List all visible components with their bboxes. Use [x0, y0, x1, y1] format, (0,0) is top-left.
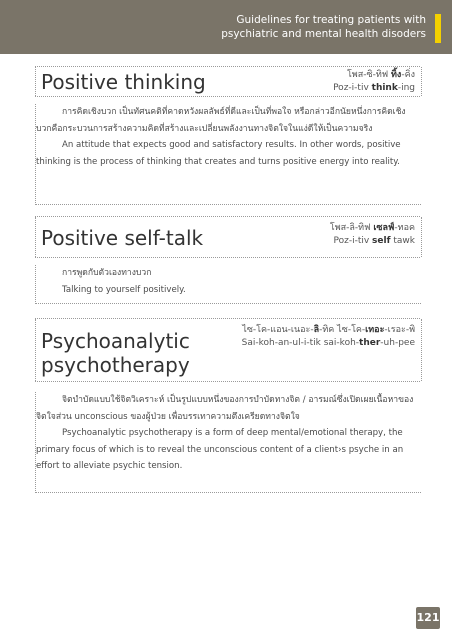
term-title	[41, 329, 190, 377]
term-title-line2: psychotherapy	[41, 353, 190, 377]
pronunciation-thai: ไซ-โค-แอน-เนอะ-ลิ-ทิค ไซ-โค-เทอะ-เรอะ-พิ	[242, 325, 415, 335]
pronunciation-roman: Poz-i-tiv self tawk	[333, 236, 415, 246]
header-title	[221, 13, 426, 41]
term-header-psychoanalytic-psychotherapy	[35, 318, 420, 382]
page-header	[0, 0, 452, 54]
header-title-line2: psychiatric and mental health disoders	[221, 28, 426, 40]
pronunciation	[333, 69, 415, 95]
pronunciation-thai: โพส-ซิ-ทิฟ ทิ้ง-คิ่ง	[346, 70, 415, 80]
pronunciation-roman: Sai-koh-an-ul-i-tik sai-koh-ther-uh-pee	[241, 338, 415, 348]
pronunciation	[242, 324, 415, 350]
definition-english: Psychoanalytic psychotherapy is a form of deep mental/emotional therapy, the primary focus of which is to reveal the unconscious content of a client›s psyche in an effort to alleviate psychic tension.	[36, 428, 404, 471]
term-box	[35, 319, 422, 381]
definition-thai: การพูดกับตัวเองทางบวก	[62, 268, 152, 278]
header-accent-bar	[435, 14, 441, 43]
definition-thai: จิตบำบัดแบบใช้จิตวิเคราะห์ เป็นรูปแบบหนึ่งของการบำบัดทางจิต / อารมณ์ซึ่งเปิดเผยเนื้อหาของจิตใจส่วน unconscious ของผู้ป่วย เพื่อบรรเทาความตึงเครียดทางจิตใจ	[36, 395, 414, 422]
page-number: 121	[416, 607, 440, 629]
term-header-positive-self-talk	[35, 216, 420, 258]
pronunciation	[330, 222, 415, 248]
term-box	[35, 217, 422, 257]
pronunciation-thai: โพส-ลิ-ทิฟ เซลฟ์-ทอค	[329, 223, 415, 233]
header-title-line1: Guidelines for treating patients with	[236, 14, 426, 26]
definition-thai: การคิดเชิงบวก เป็นทัศนคติที่คาดหวังผลลัพธ์ที่ดีและเป็นที่พอใจ หรือกล่าวอีกนัยหนึ่งการคิดเชิงบวกคือกระบวนการสร้างความคิดที่สร้างและเปลี่ยนพลังงานทางจิตใจในแง่ดีให้เป็นความจริง	[36, 107, 406, 134]
term-header-positive-thinking	[35, 66, 420, 97]
term-title: Positive thinking	[41, 70, 206, 94]
definition-positive-thinking	[35, 104, 421, 205]
definition-english: Talking to yourself positively.	[62, 284, 186, 295]
definition-psychoanalytic-psychotherapy	[35, 392, 421, 493]
term-title-line1: Psychoanalytic	[41, 329, 190, 353]
definition-english: An attitude that expects good and satisfactory results. In other words, positive thinking is the process of thinking that creates and turns positive energy into reality.	[36, 140, 401, 167]
term-title: Positive self-talk	[41, 226, 204, 250]
pronunciation-roman: Poz-i-tiv think-ing	[333, 83, 415, 93]
definition-positive-self-talk	[35, 265, 421, 304]
term-box	[35, 67, 422, 96]
